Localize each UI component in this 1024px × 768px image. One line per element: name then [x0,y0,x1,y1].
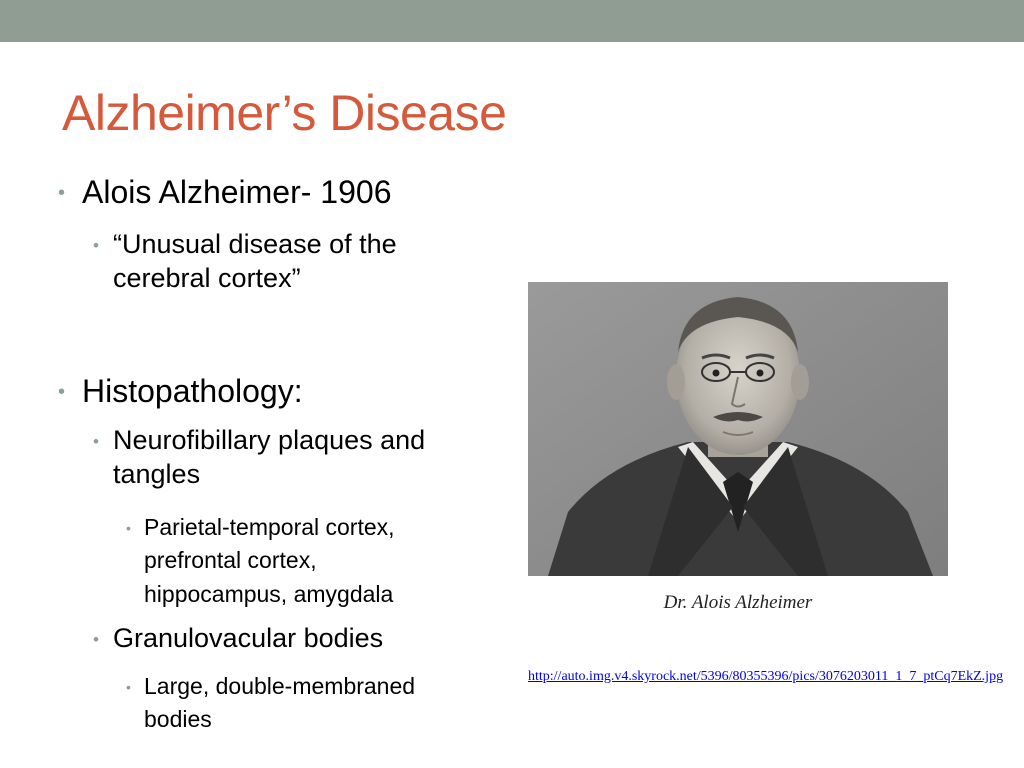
bullet-text: “Unusual disease of the cerebral cortex” [113,229,397,293]
bullet-dot-icon: • [126,520,131,536]
bullet-item [126,511,464,611]
bullet-text: Granulovacular bodies [113,623,384,653]
bullet-item [58,371,502,411]
bullet-text: Parietal-temporal cortex, prefrontal cortex, hippocampus, amygdala [144,514,395,607]
bullet-item [93,228,483,296]
bullet-dot-icon: • [126,679,131,695]
bullet-text: Neurofibillary plaques and tangles [113,425,426,489]
bullet-dot-icon: • [93,630,99,649]
image-source-link[interactable]: http://auto.img.v4.skyrock.net/5396/80355396/pics/3076203011_1_7_ptCq7EkZ.jpg [528,669,1004,684]
top-accent-bar [0,0,1024,42]
bullet-item [58,172,502,212]
bullet-dot-icon: • [58,381,66,403]
bullet-text: Large, double-membraned bodies [144,673,416,733]
bullet-item [93,622,513,656]
bullet-dot-icon: • [93,236,99,255]
bullet-item [126,670,489,737]
bullet-text: Histopathology: [82,373,303,409]
slide-title: Alzheimer’s Disease [62,85,507,141]
bullet-text: Alois Alzheimer- 1906 [82,174,392,210]
image-caption: Dr. Alois Alzheimer [663,592,813,613]
bullet-dot-icon: • [93,432,99,451]
portrait-photo [528,282,948,576]
bullet-item [93,424,458,492]
portrait-illustration [528,282,948,576]
bullet-dot-icon: • [58,182,66,204]
